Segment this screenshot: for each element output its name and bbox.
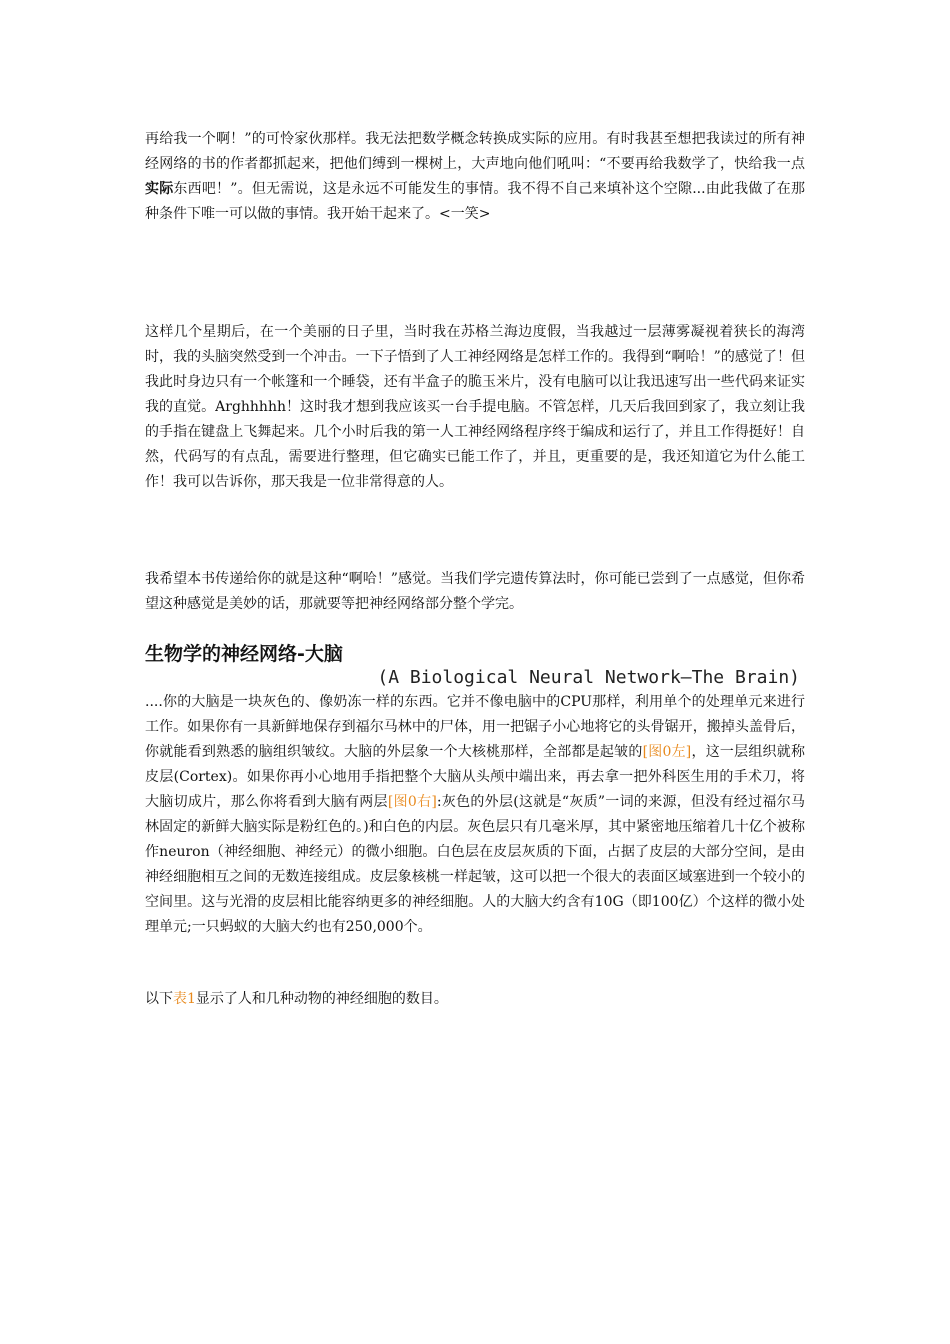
- paragraph-text: 显示了人和几种动物的神经细胞的数目。: [195, 991, 448, 1007]
- paragraph-text: ....你的大脑是一块灰色的、像奶冻一样的东西。它并不像电脑中的CPU那样，利用单个的处理单元来进行工作。如果你有一具新鲜地保存到福尔马林中的尸体，用一把锯子小心地将它的头骨锯开，搬掉头盖骨后，你就能看到熟悉的脑组织皱纹。大脑的外层象一个大核桃那样，全部都是起皱的: [145, 694, 805, 760]
- section-subtitle: (A Biological Neural Network–The Brain): [377, 667, 800, 688]
- bold-emphasis: 实际: [145, 181, 174, 197]
- paragraph-aha-moment: 这样几个星期后，在一个美丽的日子里，当时我在苏格兰海边度假，当我越过一层薄雾凝视着狭长的海湾时，我的头脑突然受到一个冲击。一下子悟到了人工神经网络是怎样工作的。我得到“啊哈！”的感觉了！但我此时身边只有一个帐篷和一个睡袋，还有半盒子的脆玉米片，没有电脑可以让我迅速写出一些代码来证实我的直觉。Arghhhhh！这时我才想到我应该买一台手提电脑。不管怎样，几天后我回到家了，我立刻让我的手指在键盘上飞舞起来。几个小时后我的第一人工神经网络程序终于编成和运行了，并且工作得挺好！自然，代码写的有点乱，需要进行整理，但它确实已能工作了，并且，更重要的是，我还知道它为什么能工作！我可以告诉你，那天我是一位非常得意的人。: [145, 324, 805, 490]
- paragraph-text: 再给我一个啊！”的可怜家伙那样。我无法把数学概念转换成实际的应用。有时我甚至想把我读过的所有神经网络的书的作者都抓起来，把他们缚到一棵树上，大声地向他们吼叫：“不要再给我数学了，快给我一点: [145, 131, 805, 172]
- paragraph-table-intro: [145, 987, 805, 1012]
- figure-reference-link[interactable]: [图0右]: [387, 794, 437, 810]
- paragraph-text: 东西吧！”。但无需说，这是永远不可能发生的事情。我不得不自己来填补这个空隙...由此我做了在那种条件下唯一可以做的事情。我开始干起来了。<一笑>: [145, 181, 805, 222]
- table-reference-link[interactable]: 表1: [173, 991, 196, 1007]
- figure-reference-link[interactable]: [图0左]: [642, 744, 692, 760]
- paragraph-text: ，这一层组织就称皮层(Cortex)。如果你再小心地用手指把整个大脑从头颅中端出来，再去拿一把外科医生用的手术刀，将大脑切成片，那么你将看到大脑有两层: [145, 744, 805, 810]
- section-title: 生物学的神经网络-大脑: [145, 643, 343, 665]
- paragraph-book-goal: 我希望本书传递给你的就是这种“啊哈！”感觉。当我们学完遗传算法时，你可能已尝到了一点感觉，但你希望这种感觉是美妙的话，那就要等把神经网络部分整个学完。: [145, 571, 805, 612]
- paragraph-brain-description: [145, 690, 805, 940]
- paragraph-intro-frustration: [145, 127, 805, 227]
- paragraph-text: 以下: [145, 991, 173, 1007]
- paragraph-text: :灰色的外层(这就是“灰质”一词的来源，但没有经过福尔马林固定的新鲜大脑实际是粉红色的。)和白色的内层。灰色层只有几毫米厚，其中紧密地压缩着几十亿个被称作neuron（神经细胞、神经元）的微小细胞。白色层在皮层灰质的下面，占据了皮层的大部分空间，是由神经细胞相互之间的无数连接组成。皮层象核桃一样起皱，这可以把一个很大的表面区域塞进到一个较小的空间里。这与光滑的皮层相比能容纳更多的神经细胞。人的大脑大约含有10G（即100亿）个这样的微小处理单元;一只蚂蚁的大脑大约也有250,000个。: [145, 794, 806, 935]
